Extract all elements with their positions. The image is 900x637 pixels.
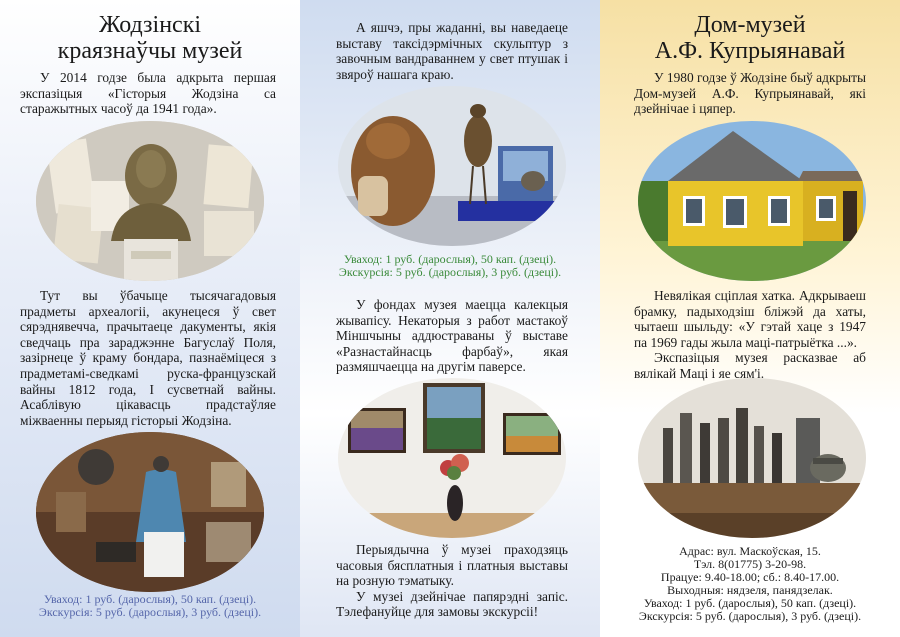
artifacts-photo [638,378,866,538]
address: Адрас: вул. Маскоўская, 15. [679,544,821,558]
tour-price: Экскурсія: 5 руб. (дарослыя), 3 руб. (дзеці). [638,609,862,623]
intro-text: У 2014 годзе была адкрыта першая экспазіцыя «Гісторыя Жодзіна са старажытных часоў да 1941 года». [20,70,276,117]
exhibits-text: Перыядычна ў музеі праходзяць часовыя бясплатныя і платныя выставы на розную тэматыку. У музеі дзейнічае папярэдні запіс. Тэлефануйце для замовы экскурсіі! [336,542,568,620]
interior-photo [36,432,264,592]
contact-info [600,545,900,623]
taxidermy-prices: Уваход: 1 руб. (дарослыя), 50 кап. (дзеці). Экскурсія: 5 руб. (дарослыя), 3 руб. (дзеці). [338,252,562,279]
house-intro: У 1980 годзе ў Жодзіне быў адкрыты Дом-музей А.Ф. Купрыянавай, які дзейнічае і цяпер. [634,70,866,117]
exhibition-description: Тут вы ўбачыце тысячагадовыя прадметы археалогіі, акунецеся ў свет сярэднявечча, прачытаеце дакументы, якія сведчаць пра зараджэнне Багуслаў Поля, зазірнеце ў краму бондара, пазнаёміцеся з прадметамі-сведкамі руска-французскай вайны 1812 года, І сусветнай вайны. Асаблівую цікавасць прадстаўляе міжваенны перыяд гісторыі Жодзіна. [20,288,276,428]
gallery-photo [338,378,566,538]
prices: Уваход: 1 руб. (дарослыя), 50 кап. (дзеці). Экскурсія: 5 руб. (дарослыя), 3 руб. (дзеці). [38,592,262,619]
taxidermy-text: А яшчэ, пры жаданні, вы наведаеце выставу таксідэрмічных скульптур з завочным вандраваннем у свет птушак і звяроў нашага краю. [336,20,568,82]
house-museum-title: Дом-музей А.Ф. Купрыянавай [654,12,846,64]
phone: Тэл. 8(01775) 3-20-98. [693,557,807,571]
panel-exhibitions [300,0,600,637]
panel-kupriyanova-house [600,0,900,637]
opening-hours: Працуе: 9.40-18.00; сб.: 8.40-17.00. [660,570,840,584]
house-description: Невялікая сціплая хатка. Адкрываеш брамку, падыходзіш бліжэй да хаты, чытаеш шыльду: «У гэтай хаце з 1947 па 1969 гады жыла маці-патрыётка ...». Экспазіцыя музея расказвае аб вялікай Маці і яе сям'і. [634,288,866,381]
museum-title: Жодзінскі краязнаўчы музей [57,12,243,64]
entry-price: Уваход: 1 руб. (дарослыя), 50 кап. (дзеці). [643,596,857,610]
taxidermy-photo [338,86,566,246]
painting-text: У фондах музея маецца калекцыя жывапісу. Некаторыя з работ мастакоў Міншчыны аддюстраваны ў выставе «Разнастайнасць фарбаў», якая размяшчаецца на другім паверсе. [336,297,568,375]
days-off: Выходныя: нядзеля, панядзелак. [667,583,833,597]
panel-local-history-museum [0,0,300,637]
bust-photo [36,121,264,281]
house-photo [638,121,866,281]
